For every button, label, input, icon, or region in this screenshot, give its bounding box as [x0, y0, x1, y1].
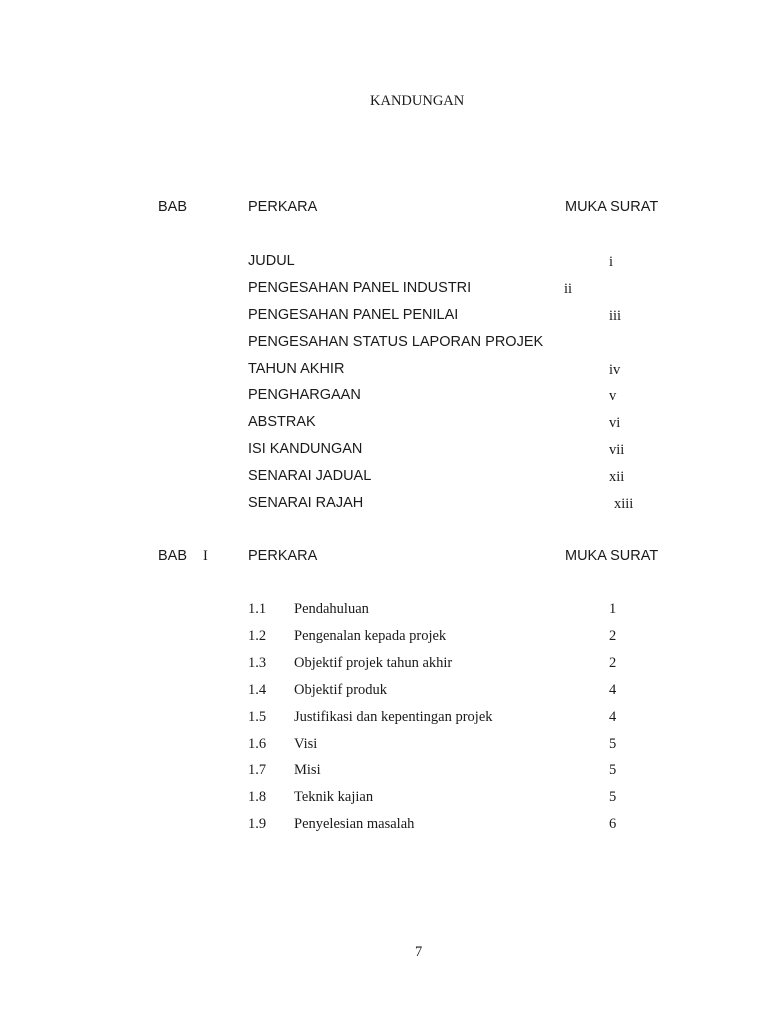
section-number: 1.4	[248, 682, 267, 698]
chapter-header-muka-surat: MUKA SURAT	[565, 548, 659, 564]
toc-entry-judul: JUDUL	[248, 253, 295, 269]
toc-page-senarai-rajah: xiii	[614, 496, 634, 512]
header-muka-surat: MUKA SURAT	[565, 199, 659, 215]
header-bab: BAB	[158, 199, 188, 215]
section-title: Pengenalan kepada projek	[294, 628, 447, 644]
section-title: Justifikasi dan kepentingan projek	[294, 709, 493, 725]
section-number: 1.5	[248, 709, 267, 725]
chapter-header-number: I	[203, 548, 208, 564]
section-page: 5	[609, 762, 617, 778]
section-number: 1.6	[248, 736, 267, 752]
page-title: KANDUNGAN	[370, 93, 465, 109]
section-title: Penyelesian masalah	[294, 816, 415, 832]
toc-page-penghargaan: v	[609, 388, 617, 404]
toc-page-panel-industri: ii	[564, 281, 573, 297]
page-number: 7	[415, 944, 423, 960]
toc-entry-panel-penilai: PENGESAHAN PANEL PENILAI	[248, 307, 459, 323]
toc-entry-tahun-akhir: TAHUN AKHIR	[248, 361, 345, 377]
section-number: 1.2	[248, 628, 267, 644]
section-number: 1.1	[248, 601, 267, 617]
section-number: 1.3	[248, 655, 267, 671]
section-page: 6	[609, 816, 617, 832]
chapter-header-perkara: PERKARA	[248, 548, 318, 564]
toc-page-senarai-jadual: xii	[609, 469, 625, 485]
toc-page-tahun-akhir: iv	[609, 362, 621, 378]
section-title: Objektif projek tahun akhir	[294, 655, 453, 671]
toc-entry-abstrak: ABSTRAK	[248, 414, 316, 430]
section-title: Visi	[294, 736, 318, 752]
section-page: 5	[609, 789, 617, 805]
section-page: 1	[609, 601, 617, 617]
section-page: 4	[609, 682, 617, 698]
section-title: Misi	[294, 762, 321, 778]
toc-entry-status-laporan: PENGESAHAN STATUS LAPORAN PROJEK	[248, 334, 544, 350]
toc-page-isi-kandungan: vii	[609, 442, 625, 458]
toc-page-abstrak: vi	[609, 415, 621, 431]
section-page: 2	[609, 628, 617, 644]
toc-entry-senarai-jadual: SENARAI JADUAL	[248, 468, 372, 484]
header-perkara: PERKARA	[248, 199, 318, 215]
toc-entry-senarai-rajah: SENARAI RAJAH	[248, 495, 364, 511]
section-number: 1.8	[248, 789, 267, 805]
section-title: Pendahuluan	[294, 601, 369, 617]
toc-entry-panel-industri: PENGESAHAN PANEL INDUSTRI	[248, 280, 472, 296]
section-number: 1.9	[248, 816, 267, 832]
section-page: 4	[609, 709, 617, 725]
toc-entry-isi-kandungan: ISI KANDUNGAN	[248, 441, 363, 457]
section-title: Objektif produk	[294, 682, 388, 698]
toc-page-judul: i	[609, 254, 614, 270]
toc-page-panel-penilai: iii	[609, 308, 622, 324]
toc-entry-penghargaan: PENGHARGAAN	[248, 387, 361, 403]
section-number: 1.7	[248, 762, 267, 778]
section-page: 2	[609, 655, 617, 671]
section-page: 5	[609, 736, 617, 752]
section-title: Teknik kajian	[294, 789, 374, 805]
chapter-header-bab: BAB	[158, 548, 188, 564]
